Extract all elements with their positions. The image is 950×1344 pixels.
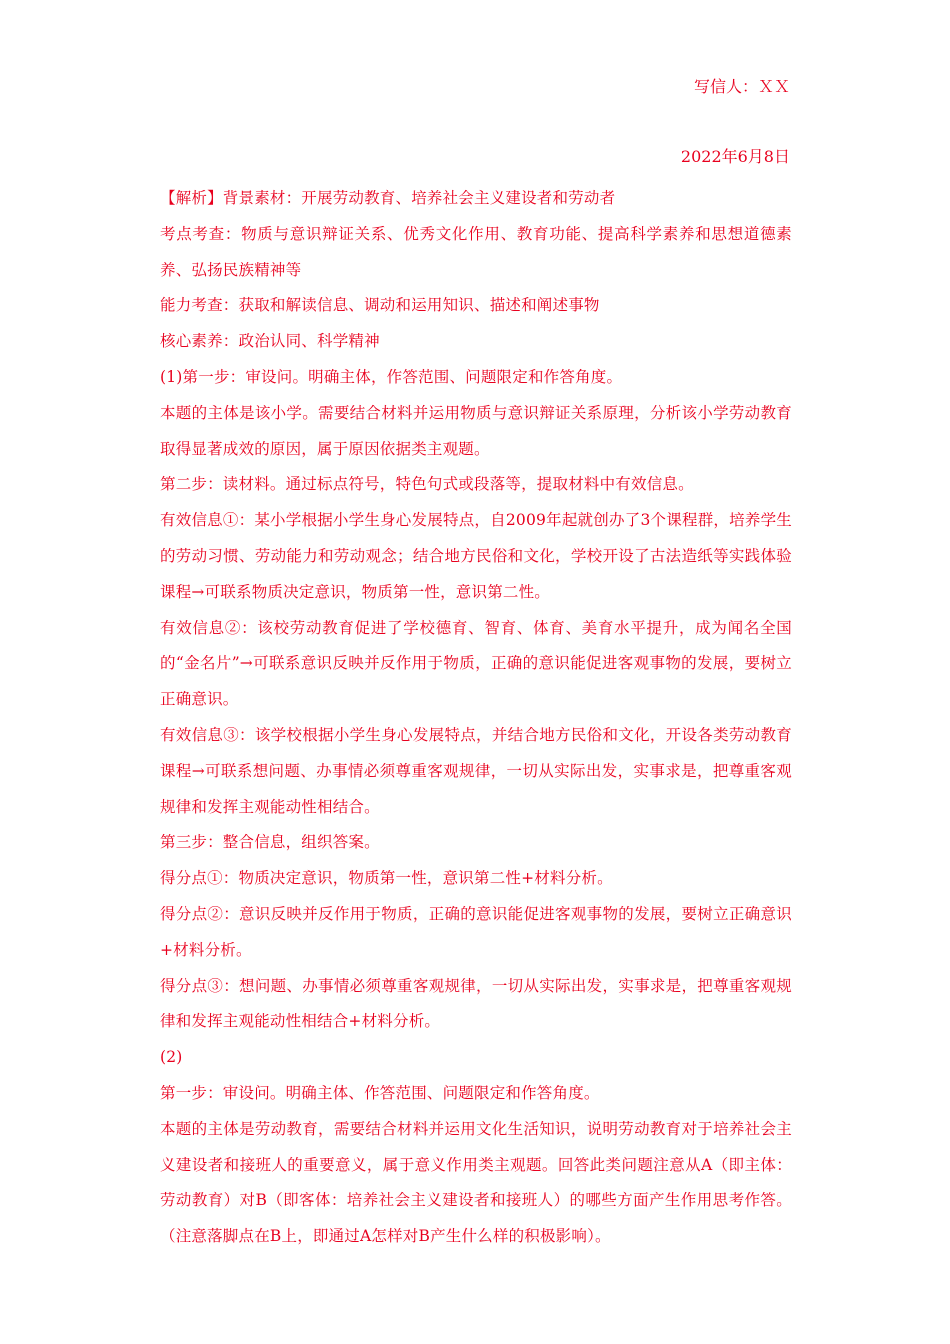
analysis-heading: 【解析】背景素材：开展劳动教育、培养社会主义建设者和劳动者: [160, 189, 616, 207]
q1-info-1: 有效信息①：某小学根据小学生身心发展特点，自2009年起就创办了3个课程群，培养学生的劳动习惯、劳动能力和劳动观念；结合地方民俗和文化，学校开设了古法造纸等实践体验课程→可联系物质决定意识，物质第一性，意识第二性。: [160, 511, 792, 601]
letter-date: 2022年6月8日: [680, 147, 790, 166]
q2-subject: 本题的主体是劳动教育，需要结合材料并运用文化生活知识，说明劳动教育对于培养社会主义建设者和接班人的重要意义，属于意义作用类主观题。回答此类问题注意从A（即主体：劳动教育）对B（即客体：培养社会主义建设者和接班人）的哪些方面产生作用思考作答。（注意落脚点在B上，即通过A怎样对B产生什么样的积极影响）。: [160, 1119, 792, 1246]
exam-points: 考点考查：物质与意识辩证关系、优秀文化作用、教育功能、提高科学素养和思想道德素养、弘扬民族精神等: [160, 224, 792, 279]
q1-step2: 第二步：读材料。通过标点符号，特色句式或段落等，提取材料中有效信息。: [160, 475, 694, 494]
q1-score-point-2: 得分点②：意识反映并反作用于物质，正确的意识能促进客观事物的发展，要树立正确意识+材料分析。: [160, 904, 792, 959]
ability-points: 能力考查：获取和解读信息、调动和运用知识、描述和阐述事物: [160, 296, 600, 315]
core-literacy: 核心素养：政治认同、科学精神: [160, 332, 380, 351]
q1-subject: 本题的主体是该小学。需要结合材料并运用物质与意识辩证关系原理，分析该小学劳动教育取得显著成效的原因，属于原因依据类主观题。: [160, 403, 792, 458]
q1-info-3: 有效信息③：该学校根据小学生身心发展特点，并结合地方民俗和文化，开设各类劳动教育课程→可联系想问题、办事情必须尊重客观规律，一切从实际出发，实事求是，把尊重客观规律和发挥主观能动性相结合。: [160, 725, 792, 816]
letter-signature: 写信人：ＸＸ: [693, 77, 790, 96]
q1-info-2: 有效信息②：该校劳动教育促进了学校德育、智育、体育、美育水平提升，成为闻名全国的“金名片”→可联系意识反映并反作用于物质，正确的意识能促进客观事物的发展，要树立正确意识。: [160, 618, 792, 709]
analysis-section: [160, 181, 792, 1255]
q2-step1: 第一步：审设问。明确主体、作答范围、问题限定和作答角度。: [160, 1083, 600, 1102]
q1-score-point-3: 得分点③：想问题、办事情必须尊重客观规律，一切从实际出发，实事求是，把尊重客观规律和发挥主观能动性相结合+材料分析。: [160, 976, 792, 1031]
q1-step3: 第三步：整合信息，组织答案。: [160, 833, 380, 852]
q2-label: (2): [160, 1048, 183, 1067]
q1-step1: (1)第一步：审设问。明确主体，作答范围、问题限定和作答角度。: [160, 367, 623, 386]
q1-score-point-1: 得分点①：物质决定意识，物质第一性，意识第二性+材料分析。: [160, 869, 613, 888]
